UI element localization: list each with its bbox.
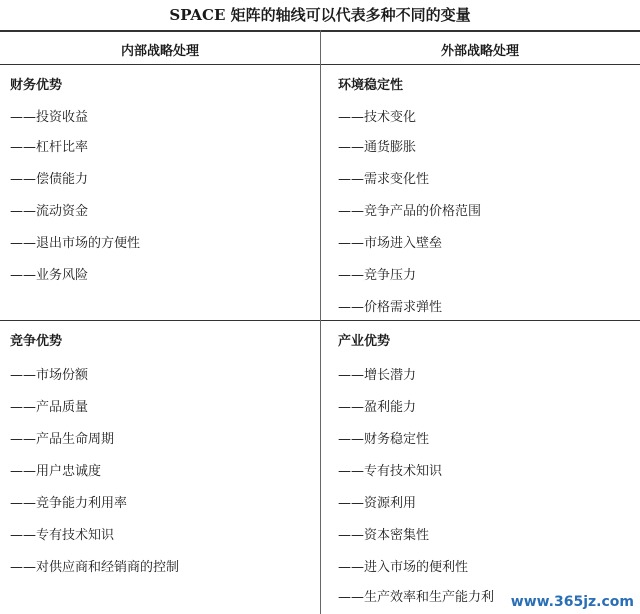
list-item: ——偿债能力 bbox=[10, 172, 89, 187]
list-item: ——财务稳定性 bbox=[338, 432, 430, 447]
list-item: ——进入市场的便利性 bbox=[338, 560, 469, 575]
list-item: ——投资收益 bbox=[10, 110, 89, 125]
section-title-industry: 产业优势 bbox=[338, 334, 391, 349]
list-item: ——需求变化性 bbox=[338, 172, 430, 187]
list-item: ——资源利用 bbox=[338, 496, 417, 511]
list-item: ——资本密集性 bbox=[338, 528, 430, 543]
list-item: ——专有技术知识 bbox=[10, 528, 115, 543]
list-item: ——通货膨胀 bbox=[338, 140, 417, 155]
list-item: ——技术变化 bbox=[338, 110, 417, 125]
list-item: ——竞争产品的价格范围 bbox=[338, 204, 482, 219]
list-item: ——用户忠诚度 bbox=[10, 464, 102, 479]
list-item: ——对供应商和经销商的控制 bbox=[10, 560, 180, 575]
list-item: ——竞争能力利用率 bbox=[10, 496, 128, 511]
list-item: ——盈利能力 bbox=[338, 400, 417, 415]
section-title-environment: 环境稳定性 bbox=[338, 78, 404, 93]
section-title-financial: 财务优势 bbox=[10, 78, 63, 93]
section-title-competitive: 竞争优势 bbox=[10, 334, 63, 349]
list-item: ——杠杆比率 bbox=[10, 140, 89, 155]
list-item: ——价格需求弹性 bbox=[338, 300, 443, 315]
list-item: ——产品质量 bbox=[10, 400, 89, 415]
list-item: ——竞争压力 bbox=[338, 268, 417, 283]
space-matrix-table bbox=[0, 30, 640, 614]
list-item: ——流动资金 bbox=[10, 204, 89, 219]
list-item: ——市场进入壁垒 bbox=[338, 236, 443, 251]
header-external: 外部战略处理 bbox=[440, 44, 519, 59]
list-item: ——市场份额 bbox=[10, 368, 89, 383]
page-title: SPACE 矩阵的轴线可以代表多种不同的变量 bbox=[169, 6, 471, 24]
list-item: ——业务风险 bbox=[10, 268, 89, 283]
column-divider bbox=[320, 30, 321, 614]
list-item: ——退出市场的方便性 bbox=[10, 236, 141, 251]
list-item: ——专有技术知识 bbox=[338, 464, 443, 479]
watermark: www.365jz.com bbox=[510, 594, 634, 610]
list-item: ——产品生命周期 bbox=[10, 432, 115, 447]
list-item: ——生产效率和生产能力利 bbox=[338, 590, 495, 605]
header-internal: 内部战略处理 bbox=[120, 44, 199, 59]
list-item: ——增长潜力 bbox=[338, 368, 417, 383]
